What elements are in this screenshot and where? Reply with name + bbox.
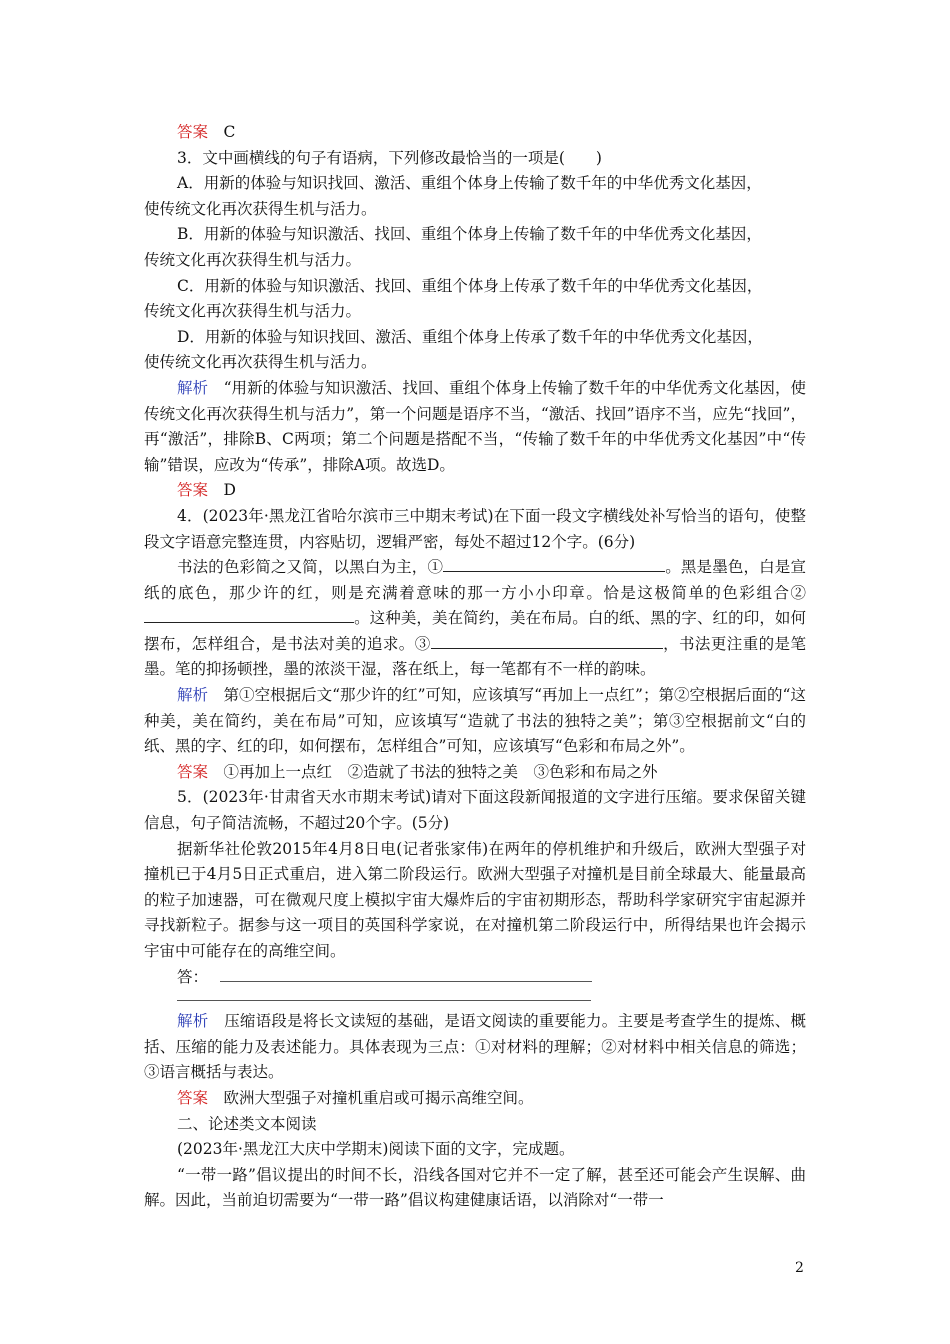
option-b-line1: B．用新的体验与知识激活、找回、重组个体身上传输了数千年的中华优秀文化基因， bbox=[177, 225, 762, 244]
analysis-text: 压缩语段是将长文读短的基础，是语文阅读的重要能力。主要是考查学生的提炼、概括、压缩的能力及表述能力。具体表现为三点：①对材料的理解；②对材料中相关信息的筛选；③语言概括与表达。 bbox=[144, 1012, 806, 1082]
option-d-line1: D．用新的体验与知识找回、激活、重组个体身上传承了数千年的中华优秀文化基因， bbox=[177, 327, 763, 346]
question-4-stem: 4．(2023年·黑龙江省哈尔滨市三中期末考试)在下面一段文字横线处补写恰当的语句，使整段文字语意完整连贯，内容贴切，逻辑严密，每处不超过12个字。(6分) bbox=[144, 506, 806, 551]
answer-label: 答案 bbox=[177, 762, 209, 781]
fill-blank-3[interactable] bbox=[431, 633, 663, 649]
option-d-line2: 使传统文化再次获得生机与活力。 bbox=[144, 353, 377, 372]
question-4-answer bbox=[144, 760, 806, 786]
answer-text: ①再加上一点红 ②造就了书法的独特之美 ③色彩和布局之外 bbox=[223, 762, 658, 781]
question-4-analysis bbox=[144, 683, 806, 760]
answer-label: 答案 bbox=[177, 1088, 209, 1107]
answer-text: C bbox=[223, 123, 236, 141]
option-a-line1: A．用新的体验与知识找回、激活、重组个体身上传输了数千年的中华优秀文化基因， bbox=[177, 174, 762, 193]
answer-line-1[interactable] bbox=[220, 969, 592, 982]
analysis-label: 解析 bbox=[177, 1012, 209, 1031]
question-5-stem: 5．(2023年·甘肃省天水市期末考试)请对下面这段新闻报道的文字进行压缩。要求保留关键信息，句子简洁流畅，不超过20个字。(5分) bbox=[144, 788, 806, 833]
fill-blank-2[interactable] bbox=[144, 607, 354, 623]
option-b-line2: 传统文化再次获得生机与活力。 bbox=[144, 250, 362, 269]
passage-text: 。这种美，美在简约，美在布局。白的纸、黑的字、红的印，如何摆布，怎样组合，是书法对美的追求。 bbox=[144, 609, 806, 653]
question-4-passage bbox=[144, 555, 806, 683]
answer-text: D bbox=[223, 481, 236, 500]
analysis-text: “用新的体验与知识激活、找回、重组个体身上传输了数千年的中华优秀文化基因，使传统文化再次获得生机与活力”，第一个问题是语序不当，“激活、找回”语序不当，应先“找回”，再“激活”，排除B、C两项；第二个问题是搭配不当，“传输了数千年的中华优秀文化基因”中“传输”错误，应改为“传承”，排除A项。故选D。 bbox=[144, 378, 806, 474]
analysis-text: 第①空根据后文“那少许的红”可知，应该填写“再加上一点红”；第②空根据后面的“这种美，美在简约，美在布局”可知，应该填写“造就了书法的独特之美”；第③空根据前文“白的纸、黑的字、红的印，如何摆布，怎样组合”可知，应该填写“色彩和布局之外”。 bbox=[144, 686, 806, 756]
question-3-analysis bbox=[144, 376, 806, 478]
answer-prompt: 答： bbox=[177, 967, 209, 986]
answer-prompt-line bbox=[144, 965, 806, 991]
passage-text: ，书法更注重的是笔墨。笔的抑扬顿挫，墨的浓淡干湿，落在纸上，每一笔都有不一样的韵味。 bbox=[144, 634, 806, 679]
document-page bbox=[144, 120, 806, 1214]
answer-line-2[interactable] bbox=[177, 990, 591, 1001]
section-source: (2023年·黑龙江大庆中学期末)阅读下面的文字，完成题。 bbox=[177, 1140, 575, 1159]
passage-text: 书法的色彩简之又简，以黑白为主， bbox=[177, 558, 428, 577]
fill-blank-1[interactable] bbox=[443, 556, 665, 572]
answer-label: 答案 bbox=[177, 481, 209, 500]
section-passage: “一带一路”倡议提出的时间不长，沿线各国对它并不一定了解，甚至还可能会产生误解、曲解。因此，当前迫切需要为“一带一路”倡议构建健康话语，以消除对“一带一 bbox=[144, 1165, 806, 1210]
answer-label: 答案 bbox=[177, 123, 209, 141]
question-5-answer bbox=[144, 1086, 806, 1112]
analysis-label: 解析 bbox=[177, 378, 209, 397]
analysis-label: 解析 bbox=[177, 686, 209, 705]
question-5-analysis bbox=[144, 1009, 806, 1086]
blank-marker: ① bbox=[427, 558, 444, 577]
blank-marker: ③ bbox=[414, 634, 431, 653]
blank-marker: ② bbox=[790, 583, 806, 602]
question-3-answer bbox=[144, 478, 806, 504]
passage-text: 。黑是墨色，白是宣纸的底色，那少许的红，则是充满着意味的那一方小小印章。恰是这极简单的色彩组合 bbox=[144, 558, 806, 602]
question-3-stem: 3．文中画横线的句子有语病，下列修改最恰当的一项是( ) bbox=[177, 148, 602, 167]
question-5-passage: 据新华社伦敦2015年4月8日电(记者张家伟)在两年的停机维护和升级后，欧洲大型强子对撞机已于4月5日正式重启，进入第二阶段运行。欧洲大型强子对撞机是目前全球最大、能量最高的粒子加速器，可在微观尺度上模拟宇宙大爆炸后的宇宙初期形态，帮助科学家研究宇宙起源并寻找新粒子。据参与这一项目的英国科学家说，在对撞机第二阶段运行中，所得结果也许会揭示宇宙中可能存在的高维空间。 bbox=[144, 839, 806, 960]
prev-answer bbox=[144, 120, 806, 146]
page-number: 2 bbox=[795, 1260, 804, 1276]
option-c-line2: 传统文化再次获得生机与活力。 bbox=[144, 302, 362, 321]
option-c-line1: C．用新的体验与知识激活、找回、重组个体身上传承了数千年的中华优秀文化基因， bbox=[177, 276, 763, 295]
option-a-line2: 使传统文化再次获得生机与活力。 bbox=[144, 199, 377, 218]
answer-text: 欧洲大型强子对撞机重启或可揭示高维空间。 bbox=[223, 1088, 534, 1107]
section-heading: 二、论述类文本阅读 bbox=[177, 1114, 317, 1133]
